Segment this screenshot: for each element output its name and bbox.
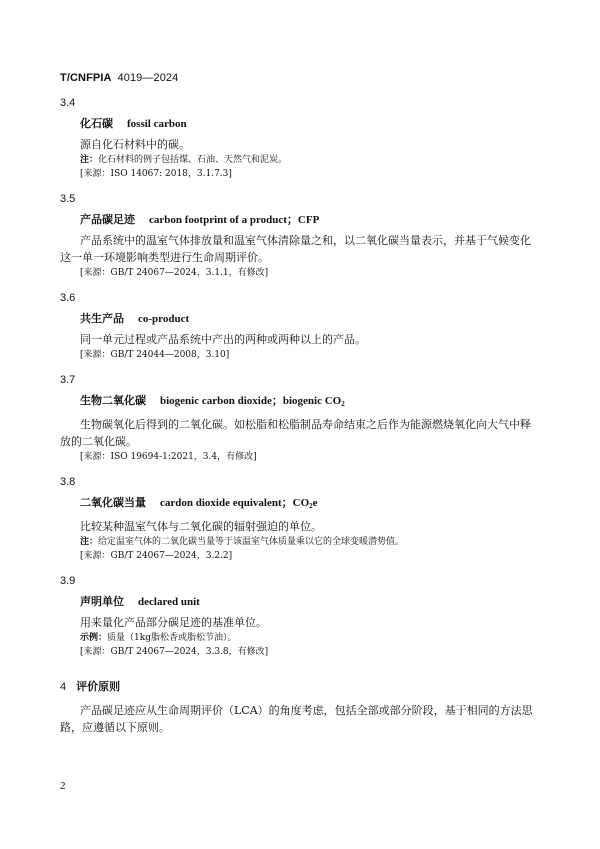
term-definition: 比较某种温室气体与二氧化碳的辐射强迫的单位。 bbox=[80, 520, 322, 533]
term-en: co-product bbox=[138, 313, 190, 325]
page-number: 2 bbox=[60, 780, 66, 792]
term-definition: 源自化石材料中的碳。 bbox=[80, 138, 190, 151]
term-number: 3.4 bbox=[60, 97, 76, 109]
term-3-4 bbox=[60, 96, 540, 182]
term-source: [来源：ISO 19694-1:2021，3.4，有修改] bbox=[80, 452, 257, 462]
term-source: [来源：GB/T 24067—2024，3.3.8，有修改] bbox=[80, 647, 269, 657]
term-title bbox=[80, 495, 540, 514]
standard-code: T/CNFPIA bbox=[60, 72, 112, 84]
term-definition: 同一单元过程或产品系统中产出的两种或两种以上的产品。 bbox=[80, 333, 366, 346]
note-label: 注： bbox=[80, 155, 99, 165]
term-source: [来源：ISO 14067: 2018，3.1.7.3] bbox=[80, 169, 232, 179]
term-en bbox=[160, 395, 345, 407]
term-zh: 产品碳足迹 bbox=[80, 213, 135, 226]
document-body bbox=[60, 96, 540, 736]
note-text: 给定温室气体的二氧化碳当量等于该温室气体质量乘以它的全球变暖潜势值。 bbox=[98, 537, 405, 547]
term-zh: 共生产品 bbox=[80, 312, 124, 325]
term-definition: 产品系统中的温室气体排放量和温室气体清除量之和，以二氧化碳当量表示，并基于气候变化这一单一环境影响类型进行生命周期评价。 bbox=[60, 234, 531, 264]
section-number: 4 bbox=[60, 681, 67, 693]
term-zh: 生物二氧化碳 bbox=[80, 394, 146, 407]
term-number: 3.8 bbox=[60, 476, 76, 488]
term-zh: 声明单位 bbox=[80, 595, 124, 608]
term-3-7 bbox=[60, 373, 540, 465]
subscript: 2 bbox=[309, 502, 313, 510]
term-note bbox=[80, 153, 540, 167]
section-paragraph: 产品碳足迹应从生命周期评价（LCA）的角度考虑，包括全部或部分阶段，基于相同的方法思路，应遵循以下原则。 bbox=[60, 704, 533, 734]
section-title: 评价原则 bbox=[76, 680, 121, 693]
example-label: 示例： bbox=[80, 633, 108, 643]
term-en: declared unit bbox=[138, 596, 200, 608]
term-en-tail: e bbox=[312, 497, 318, 509]
page-header bbox=[60, 72, 178, 84]
term-example bbox=[80, 631, 540, 645]
term-en-main: cardon dioxide equivalent；CO bbox=[160, 497, 310, 509]
term-note bbox=[80, 535, 540, 549]
term-3-5 bbox=[60, 192, 540, 281]
term-en: fossil carbon bbox=[127, 118, 187, 130]
term-source: [来源：GB/T 24067—2024，3.2.2] bbox=[80, 551, 233, 561]
term-3-8 bbox=[60, 475, 540, 564]
term-zh: 化石碳 bbox=[80, 117, 113, 130]
section-heading bbox=[60, 678, 540, 694]
example-text: 质量（1kg脂松香或脂松节油）。 bbox=[107, 633, 237, 643]
term-definition: 生物碳氧化后得到的二氧化碳。如松脂和松脂制品寿命结束之后作为能源燃烧氧化向大气中释放的二氧化碳。 bbox=[60, 418, 531, 448]
term-title bbox=[80, 116, 540, 132]
term-number: 3.6 bbox=[60, 292, 76, 304]
term-source: [来源：GB/T 24067—2024，3.1.1，有修改] bbox=[80, 268, 269, 278]
term-en bbox=[160, 497, 318, 509]
term-source: [来源：GB/T 24044—2008，3.10] bbox=[80, 350, 230, 360]
note-text: 化石材料的例子包括煤、石油、天然气和泥炭。 bbox=[98, 155, 288, 165]
standard-number: 4019—2024 bbox=[117, 72, 179, 84]
term-3-9 bbox=[60, 574, 540, 660]
term-en: carbon footprint of a product；CFP bbox=[149, 214, 320, 226]
term-title bbox=[80, 594, 540, 610]
term-number: 3.5 bbox=[60, 193, 76, 205]
term-title bbox=[80, 212, 540, 228]
term-3-6 bbox=[60, 291, 540, 363]
term-zh: 二氧化碳当量 bbox=[80, 496, 146, 509]
term-title bbox=[80, 311, 540, 327]
term-number: 3.9 bbox=[60, 575, 76, 587]
term-en-main: biogenic carbon dioxide；biogenic CO bbox=[160, 395, 342, 407]
subscript: 2 bbox=[341, 400, 345, 408]
term-definition: 用来量化产品部分碳足迹的基准单位。 bbox=[80, 616, 267, 629]
note-label: 注： bbox=[80, 537, 99, 547]
term-title bbox=[80, 393, 540, 412]
term-number: 3.7 bbox=[60, 374, 76, 386]
